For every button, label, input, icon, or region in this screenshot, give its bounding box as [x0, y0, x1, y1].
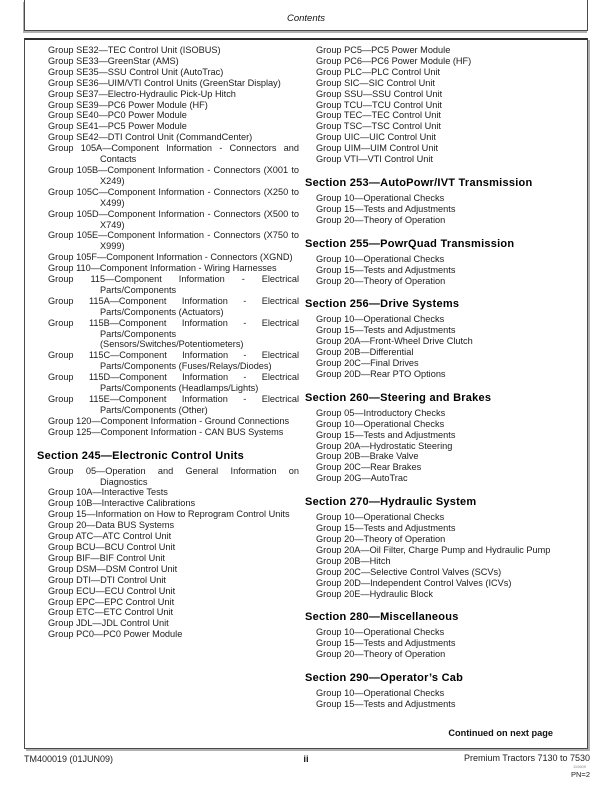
toc-item: Group 20—Theory of Operation [316, 649, 446, 660]
toc-item: Group 105F—Component Information - Connectors (XGND) [48, 252, 293, 263]
section-270 [305, 496, 567, 599]
section-260 [305, 392, 567, 484]
toc-item: Group BIF—BIF Control Unit [48, 552, 165, 563]
toc-item: Group 10—Operational Checks [316, 688, 445, 699]
toc-item: Group 20D—Rear PTO Options [316, 368, 446, 379]
section-255 [305, 238, 567, 287]
contents-header-box [24, 0, 588, 31]
toc-frame [24, 38, 588, 749]
section-280 [305, 611, 567, 660]
toc-item: Group 115B—Component Information - Electrical Parts/Components (Sensors/Switches/Potentiometers) [48, 317, 299, 350]
toc-item: Group 20B—Differential [316, 347, 414, 358]
toc-item: Group 15—Tests and Adjustments [316, 203, 456, 214]
manual-number: TM400019 (01JUN09) [24, 754, 114, 764]
toc-item: Group 15—Tests and Adjustments [316, 523, 456, 534]
toc-item: Group 05—Introductory Checks [316, 407, 446, 418]
toc-item: Group 20C—Final Drives [316, 358, 419, 369]
toc-item: Group 05—Operation and General Information on Diagnostics [48, 465, 299, 487]
toc-item: Group 20C—Rear Brakes [316, 462, 422, 473]
toc-item: Group 20C—Selective Control Valves (SCVs) [316, 566, 502, 577]
toc-item: Group 115—Component Information - Electrical Parts/Components [48, 274, 299, 295]
page-title: Contents [286, 12, 326, 24]
toc-item: Group 20B—Brake Valve [316, 451, 419, 462]
toc-item: Group UIC—UIC Control Unit [316, 132, 436, 143]
toc-item: Group 115C—Component Information - Electrical Parts/Components (Fuses/Relays/Diodes) [48, 350, 299, 372]
print-code: 110609 [572, 764, 586, 769]
section-title: Section 256—Drive Systems [305, 298, 460, 311]
toc-item: Group 105E—Component Information - Connectors (X750 to X999) [48, 230, 299, 252]
section-title: Section 253—AutoPowr/IVT Transmission [305, 176, 533, 189]
toc-item: Group SE41—PC5 Power Module [48, 121, 187, 132]
toc-item: Group 115E—Component Information - Electrical Parts/Components (Other) [48, 394, 299, 415]
section-title: Section 255—PowrQuad Transmission [305, 237, 515, 250]
toc-item: Group SE36—UIM/VTI Control Units (GreenStar Display) [48, 77, 281, 88]
toc-item: Group SE37—Electro-Hydraulic Pick-Up Hitch [48, 88, 236, 99]
footer-title: Premium Tractors 7130 to 7530 [463, 753, 590, 763]
toc-item: Group 10—Operational Checks [316, 512, 445, 523]
toc-item: Group 15—Information on How to Reprogram Control Units [48, 509, 290, 520]
section-245 [37, 450, 299, 641]
toc-item: Group VTI—VTI Control Unit [316, 154, 433, 165]
toc-item: Group 10—Operational Checks [316, 192, 445, 203]
toc-item: Group 20G—AutoTrac [316, 473, 408, 484]
toc-item: Group UIM—UIM Control Unit [316, 143, 439, 154]
toc-item: Group BCU—BCU Control Unit [48, 541, 176, 552]
toc-item: Group SE40—PC0 Power Module [48, 110, 187, 121]
group-list [305, 627, 567, 660]
toc-item: Group 115D—Component Information - Electrical Parts/Components (Headlamps/Lights) [48, 372, 299, 394]
toc-item: Group 10—Operational Checks [316, 314, 445, 325]
toc-item: Group PC6—PC6 Power Module (HF) [316, 55, 472, 66]
group-list [305, 688, 567, 710]
page-number: ii [303, 754, 309, 765]
toc-item: Group 105C—Component Information - Connectors (X250 to X499) [48, 186, 299, 208]
group-list [305, 512, 567, 599]
toc-item: Group 105D—Component Information - Connectors (X500 to X749) [48, 208, 299, 230]
toc-item: Group 20—Data BUS Systems [48, 520, 175, 531]
section-title: Section 245—Electronic Control Units [37, 449, 245, 462]
toc-item: Group 10B—Interactive Calibrations [48, 498, 196, 509]
toc-item: Group 105A—Component Information - Connectors and Contacts [48, 143, 299, 165]
toc-item: Group SE35—SSU Control Unit (AutoTrac) [48, 66, 224, 77]
toc-item: Group 110—Component Information - Wiring Harnesses [48, 263, 277, 274]
toc-item: Group PC0—PC0 Power Module [48, 629, 183, 640]
toc-item: Group EPC—EPC Control Unit [48, 596, 175, 607]
toc-item: Group 20A—Hydrostatic Steering [316, 440, 453, 451]
toc-item: Group PLC—PLC Control Unit [316, 66, 441, 77]
toc-left-column [37, 45, 299, 640]
toc-item: Group SE32—TEC Control Unit (ISOBUS) [48, 45, 221, 55]
section-256 [305, 298, 567, 379]
toc-item: Group ETC—ETC Control Unit [48, 607, 174, 618]
section-title: Section 270—Hydraulic System [305, 496, 477, 509]
group-list [305, 45, 567, 165]
section-title: Section 290—Operator’s Cab [305, 672, 464, 685]
toc-item: Group SE33—GreenStar (AMS) [48, 55, 179, 66]
toc-item: Group ATC—ATC Control Unit [48, 531, 172, 542]
toc-item: Group DTI—DTI Control Unit [48, 574, 166, 585]
toc-item: Group 20—Theory of Operation [316, 534, 446, 544]
toc-item: Group 15—Tests and Adjustments [316, 264, 456, 275]
toc-item: Group SIC—SIC Control Unit [316, 77, 435, 88]
toc-item: Group 105B—Component Information - Connectors (X001 to X249) [48, 164, 299, 186]
group-list [305, 254, 567, 287]
toc-item: Group ECU—ECU Control Unit [48, 585, 176, 596]
toc-item: Group 10—Operational Checks [316, 418, 445, 429]
toc-item: Group 20E—Hydraulic Block [316, 588, 433, 599]
toc-item: Group JDL—JDL Control Unit [48, 618, 169, 629]
toc-item: Group TCU—TCU Control Unit [316, 99, 442, 110]
toc-item: Group 20D—Independent Control Valves (ICVs) [316, 577, 512, 588]
toc-item: Group SSU—SSU Control Unit [316, 88, 443, 99]
toc-item: Group 20A—Oil Filter, Charge Pump and Hydraulic Pump [316, 544, 551, 555]
toc-item: Group 15—Tests and Adjustments [316, 325, 456, 336]
toc-right-column [305, 45, 567, 739]
group-list [305, 314, 567, 379]
toc-item: Group 125—Component Information - CAN BUS Systems [48, 426, 284, 437]
section-title: Section 280—Miscellaneous [305, 611, 459, 624]
toc-item: Group 20—Theory of Operation [316, 214, 446, 225]
pn-label: PN=2 [571, 770, 590, 779]
toc-item: Group 15—Tests and Adjustments [316, 699, 456, 710]
continued-note: Continued on next page [448, 727, 553, 738]
toc-item: Group SE39—PC6 Power Module (HF) [48, 99, 208, 110]
toc-item: Group 20B—Hitch [316, 555, 391, 566]
toc-item: Group 115A—Component Information - Electrical Parts/Components (Actuators) [48, 295, 299, 317]
toc-item: Group 15—Tests and Adjustments [316, 429, 456, 440]
toc-item: Group 10A—Interactive Tests [48, 487, 168, 498]
toc-item: Group 10—Operational Checks [316, 627, 445, 638]
toc-item: Group 10—Operational Checks [316, 253, 445, 264]
group-list [305, 193, 567, 226]
section-title: Section 260—Steering and Brakes [305, 391, 492, 404]
group-list [37, 45, 299, 438]
group-list [305, 408, 567, 484]
section-253 [305, 177, 567, 226]
toc-item: Group 20A—Front-Wheel Drive Clutch [316, 336, 473, 347]
section-290 [305, 672, 567, 710]
toc-item: Group PC5—PC5 Power Module [316, 45, 451, 55]
toc-item: Group SE42—DTI Control Unit (CommandCenter) [48, 132, 253, 143]
toc-item: Group TEC—TEC Control Unit [316, 110, 441, 121]
toc-item: Group 15—Tests and Adjustments [316, 638, 456, 649]
toc-item: Group 120—Component Information - Ground Connections [48, 415, 290, 426]
toc-item: Group DSM—DSM Control Unit [48, 563, 178, 574]
toc-item: Group TSC—TSC Control Unit [316, 121, 441, 132]
group-list [37, 466, 299, 641]
toc-item: Group 20—Theory of Operation [316, 275, 446, 286]
